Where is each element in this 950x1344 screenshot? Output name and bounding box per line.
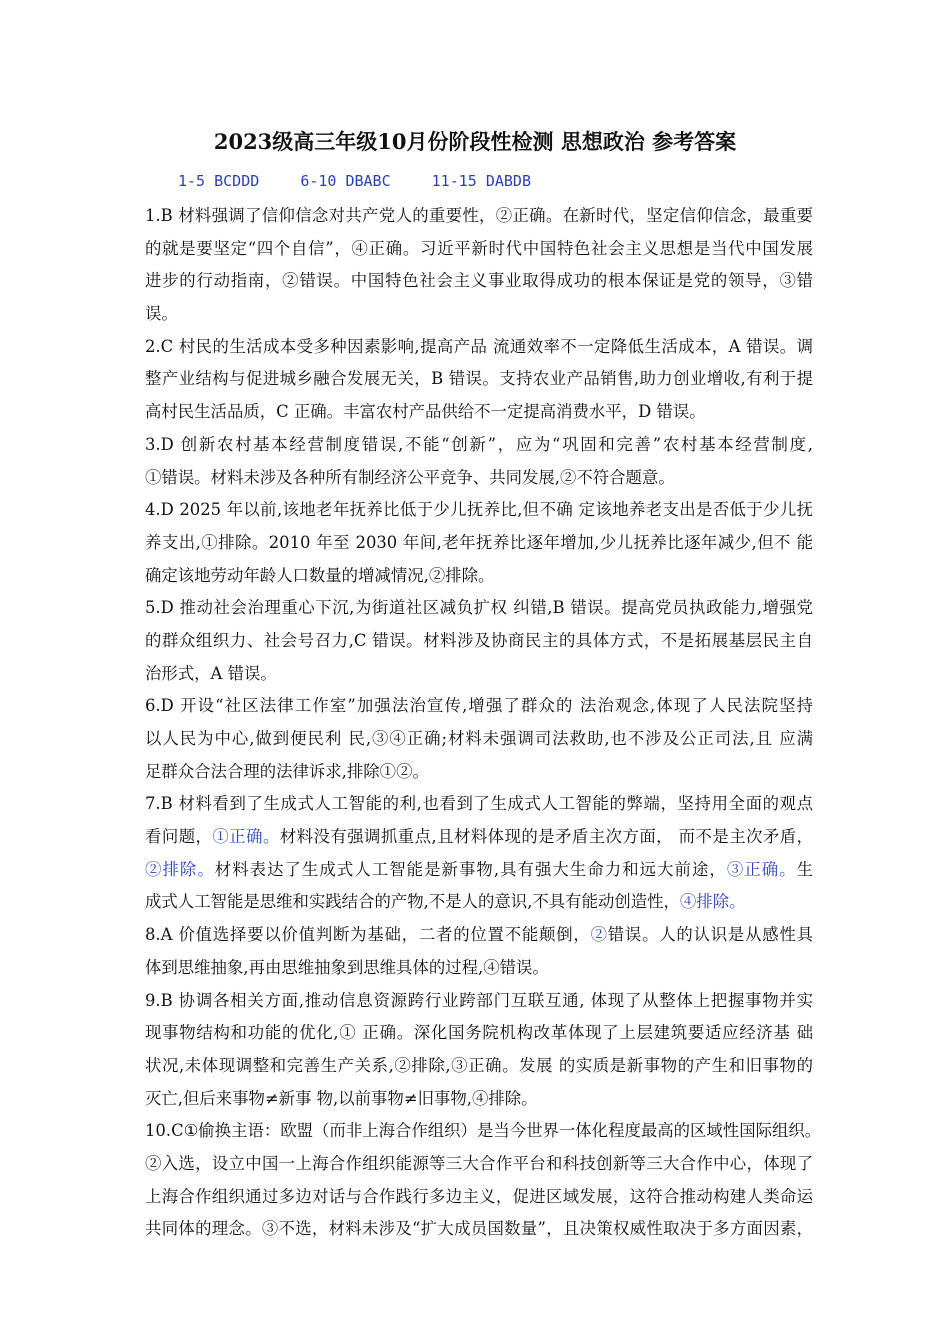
- text-line: 5.D 推动社会治理重心下沉,为街道社区减负扩权 纠错,B 错误。提高党员执政能力,增强党: [145, 598, 813, 618]
- text-line-7c: ②排除。材料表达了生成式人工智能是新事物,具有强大生命力和远大前途，③正确。生: [145, 859, 814, 879]
- text-line: 进步的行动指南，②错误。中国特色社会主义事业取得成功的根本保证是党的领导，③错: [145, 271, 813, 291]
- text-line: 的群众组织力、社会号召力,C 错误。材料涉及协商民主的具体方式，不是拓展基层民主自: [145, 630, 813, 650]
- text-line: 以人民为中心,做到便民利 民,③④正确;材料未强调司法救助,也不涉及公正司法,且 应满: [145, 729, 813, 748]
- text-line: 状况,未体现调整和完善生产关系,②排除,③正确。发展 的实质是新事物的产生和旧事物的: [145, 1055, 813, 1075]
- text-line: 误。: [145, 304, 178, 324]
- text-line: 高村民生活品质，C 正确。丰富农村产品供给不一定提高消费水平，D 错误。: [145, 402, 706, 422]
- text-line: 养支出,①排除。2010 年至 2030 年间,老年抚养比逐年增加,少儿抚养比逐年减少,但不 能: [145, 532, 813, 552]
- text-line: 治形式，A 错误。: [145, 663, 277, 683]
- text-line-7b: 看问题，①正确。材料没有强调抓重点,且材料体现的是矛盾主次方面， 而不是主次矛盾，: [145, 827, 814, 847]
- text-line: 7.B 材料看到了生成式人工智能的利,也看到了生成式人工智能的弊端，坚持用全面的观点: [145, 794, 813, 814]
- text-line-8a: 8.A 价值选择要以价值判断为基础，二者的位置不能颠倒，②错误。人的认识是从感性具: [145, 925, 814, 945]
- text-line: 体到思维抽象,再由思维抽象到思维具体的过程,④错误。: [145, 957, 549, 977]
- highlight-text: ①正确。: [212, 827, 280, 847]
- answer-key-group-3: 11-15 DABDB: [431, 172, 531, 190]
- text-line: 6.D 开设“社区法律工作室”加强法治宣传,增强了群众的 法治观念,体现了人民法院坚持: [145, 696, 813, 716]
- text-line: 2.C 村民的生活成本受多种因素影响,提高产品 流通效率不一定降低生活成本，A 错误。调: [145, 336, 813, 356]
- answer-key-group-1: 1-5 BCDDD: [178, 172, 260, 190]
- text-line: 9.B 协调各相关方面,推动信息资源跨行业跨部门互联互通, 体现了从整体上把握事物并实: [145, 990, 813, 1010]
- answer-key-group-2: 6-10 DBABC: [300, 172, 391, 190]
- text-line: 共同体的理念。③不选，材料未涉及“扩大成员国数量”，且决策权威性取决于多方面因素，: [145, 1219, 813, 1239]
- text-line-7d: 成式人工智能是思维和实践结合的产物,不是人的意识,不具有能动创造性，④排除。: [145, 892, 746, 912]
- answer-key-row: [178, 170, 531, 192]
- highlight-text: ④排除。: [679, 892, 746, 912]
- text-line: 1.B 材料强调了信仰信念对共产党人的重要性，②正确。在新时代，坚定信仰信念，最重要: [145, 206, 813, 225]
- text-line: 确定该地劳动年龄人口数量的增减情况,②排除。: [145, 565, 495, 585]
- highlight-text: ②排除。: [145, 859, 215, 879]
- page-title: 2023级高三年级10月份阶段性检测 思想政治 参考答案: [213, 129, 737, 154]
- text-line: 现事物结构和功能的优化,① 正确。深化国务院机构改革体现了上层建筑要适应经济基 础: [145, 1023, 813, 1043]
- text-line: 3.D 创新农村基本经营制度错误,不能“创新”，应为“巩固和完善”农村基本经营制度,: [145, 434, 813, 454]
- answer-explanations: [145, 200, 822, 1246]
- highlight-text: ②: [590, 925, 608, 945]
- highlight-text: ③正确。: [726, 859, 797, 879]
- text-line: ②入选，设立中国一上海合作组织能源等三大合作平台和科技创新等三大合作中心，体现了: [145, 1153, 813, 1173]
- text-line: 足群众合法合理的法律诉求,排除①②。: [145, 761, 429, 781]
- text-line: 灭亡,但后来事物≠新事 物,以前事物≠旧事物,④排除。: [145, 1088, 538, 1108]
- text-line: ①错误。材料未涉及各种所有制经济公平竞争、共同发展,②不符合题意。: [145, 467, 675, 487]
- text-line: 10.C①偷换主语：欧盟（而非上海合作组织）是当今世界一体化程度最高的区域性国际组织。: [145, 1121, 822, 1141]
- text-line: 上海合作组织通过多边对话与合作践行多边主义，促进区域发展，这符合推动构建人类命运: [145, 1186, 813, 1206]
- text-line: 4.D 2025 年以前,该地老年抚养比低于少儿抚养比,但不确 定该地养老支出是否低于少儿抚: [145, 500, 813, 520]
- text-line: 的就是要坚定“四个自信”，④正确。习近平新时代中国特色社会主义思想是当代中国发展: [145, 238, 813, 258]
- text-line: 整产业结构与促进城乡融合发展无关，B 错误。支持农业产品销售,助力创业增收,有利于提: [145, 369, 813, 389]
